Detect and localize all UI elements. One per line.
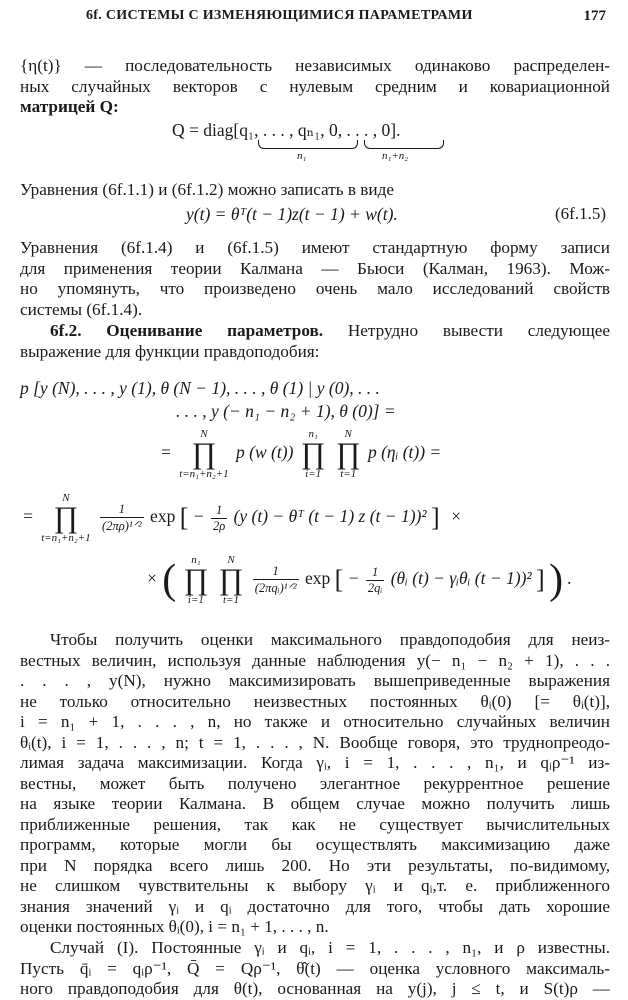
- paragraph-line: на языке теории Калмана. В общем случае можно получить лишь: [20, 794, 610, 813]
- likelihood-line-4: [22, 492, 462, 544]
- paragraph-1: [20, 56, 610, 118]
- minus-sign: −: [192, 506, 205, 527]
- equals-sign: =: [22, 506, 34, 527]
- product-lower-limit: t=1: [340, 468, 357, 480]
- underbrace-label-n1-n2: n₁+n₂: [382, 150, 409, 162]
- paragraph-line: оценки постоянных θᵢ(0), i = n₁ + 1, . . . , n.: [20, 917, 329, 936]
- paragraph-line: Чтобы получить оценки максимального правдоподобия для неиз-: [50, 630, 610, 649]
- exp-function: exp: [150, 506, 176, 527]
- product-upper-limit: N: [62, 492, 70, 504]
- term-pw: p (w (t)): [236, 442, 294, 463]
- paragraph-4: [20, 630, 610, 938]
- period: .: [567, 568, 572, 589]
- left-paren: (: [162, 557, 177, 603]
- times-sign: ×: [146, 568, 158, 589]
- equation-6f-1-5-text: y(t) = θᵀ(t − 1)z(t − 1) + w(t).: [186, 204, 398, 224]
- paragraph-line: θᵢ(t), i = 1, . . . , n; t = 1, . . . , N. Вообще говоря, это труднопреодо-: [20, 732, 610, 752]
- fraction: [211, 503, 227, 534]
- product-lower-limit: t=n₁+n₂+1: [179, 468, 229, 480]
- exponent-body: (y (t) − θᵀ (t − 1) z (t − 1))²: [233, 506, 427, 527]
- product-symbol: ∏: [53, 501, 79, 534]
- paragraph-line: но упомянуть, что произведено очень мало исследований свойств: [20, 279, 610, 298]
- fraction-numerator: 1: [253, 564, 299, 580]
- section-6f-2: [20, 321, 610, 362]
- left-bracket: [: [179, 503, 189, 532]
- fraction: [366, 565, 384, 596]
- exponent-body: (θᵢ (t) − γᵢθᵢ (t − 1))²: [390, 568, 532, 589]
- fraction: [100, 502, 144, 534]
- paragraph-3: [20, 238, 610, 320]
- likelihood-line-5: [146, 554, 572, 606]
- paragraph-line: выражение для функции правдоподобия:: [20, 341, 320, 361]
- paragraph-line: Уравнения (6f.1.4) и (6f.1.5) имеют стандартную форму записи: [20, 238, 610, 257]
- paragraph-5: [20, 938, 610, 1000]
- product-operator: [336, 428, 361, 480]
- underbrace-n1-n2: [364, 140, 444, 149]
- page-header: [0, 8, 628, 32]
- fraction-numerator: 1: [366, 565, 384, 581]
- product-lower-limit: i=1: [187, 594, 204, 606]
- paragraph-line: при N порядка всего лишь 200. Но эти результаты, по-видимому,: [20, 855, 610, 875]
- paragraph-line: Случай (I). Постоянные γᵢ и qᵢ, i = 1, . . . , n₁, и ρ известны.: [50, 938, 610, 957]
- equation-q: [172, 120, 400, 141]
- term-peta: p (ηᵢ (t)) =: [367, 442, 442, 463]
- paragraph-line: приближенные решения, так как не существует вычислительных: [20, 814, 610, 834]
- equals-sign: =: [160, 442, 172, 463]
- minus-sign: −: [347, 568, 360, 589]
- paragraph-line: . . . , y(N), нужно максимизировать вышеприведенные выражения: [20, 671, 610, 690]
- paragraph-line: ных случайных векторов с нулевым средним и ковариационной: [20, 76, 610, 96]
- product-lower-limit: t=1: [223, 594, 239, 606]
- product-operator: [301, 428, 326, 480]
- paragraph-2: [20, 180, 610, 201]
- product-upper-limit: n₁: [191, 554, 201, 566]
- product-symbol: ∏: [218, 563, 244, 596]
- paragraph-line: ного правдоподобия для θ(t), основанная на y(j), j ≤ t, и S(t)ρ —: [20, 979, 610, 998]
- exp-function: exp: [304, 568, 331, 589]
- paragraph-line: матрицей Q:: [20, 97, 119, 116]
- product-upper-limit: N: [344, 428, 352, 440]
- likelihood-line-3: [160, 428, 441, 480]
- product-operator: [179, 428, 228, 480]
- fraction-denominator: 2qᵢ: [367, 580, 383, 595]
- left-bracket: [: [334, 565, 344, 594]
- running-head: 6f. СИСТЕМЫ С ИЗМЕНЯЮЩИМИСЯ ПАРАМЕТРАМИ: [86, 8, 473, 23]
- paragraph-line: Уравнения (6f.1.1) и (6f.1.2) можно записать в виде: [20, 180, 394, 199]
- product-upper-limit: N: [227, 554, 235, 566]
- product-symbol: ∏: [183, 563, 209, 596]
- paragraph-line: программ, которые могли бы осуществлять максимизацию даже: [20, 835, 610, 854]
- equation-number: (6f.1.5): [555, 204, 606, 223]
- product-operator: [184, 554, 209, 606]
- paragraph-line: системы (6f.1.4).: [20, 299, 143, 319]
- right-bracket: ]: [536, 565, 545, 594]
- fraction-denominator: (2πρ)¹ᐟ²: [102, 519, 142, 533]
- product-symbol: ∏: [300, 437, 326, 470]
- product-upper-limit: n₁: [308, 428, 318, 440]
- likelihood-line-2: . . . , y (− n₁ − n₂ + 1), θ (0)] =: [176, 401, 396, 421]
- product-operator: [219, 554, 244, 606]
- paragraph-line: Пусть q̄ᵢ = qᵢρ⁻¹, Q̄ = Qρ⁻¹, θ̂(t) — оценка условного максималь-: [20, 958, 610, 978]
- paragraph-line: не только относительно неизвестных постоянных θᵢ(0) [= θᵢ(t)],: [20, 691, 610, 711]
- equation-q-text: Q = diag[q₁, . . . , qₙ₁, 0, . . . , 0].: [172, 120, 401, 140]
- right-bracket: ]: [431, 503, 440, 532]
- paragraph-line: вестны, может быть получено элегантное рекуррентное решение: [20, 773, 610, 793]
- product-operator: [41, 492, 90, 544]
- section-title: 6f.2. Оценивание параметров.: [50, 321, 324, 340]
- section-line-rest: Нетрудно вывести следующее: [323, 321, 610, 340]
- right-paren: ): [549, 557, 564, 603]
- product-upper-limit: N: [200, 428, 208, 440]
- fraction-numerator: 1: [211, 503, 227, 519]
- likelihood-line-1: p [y (N), . . . , y (1), θ (N − 1), . . . , θ (1) | y (0), . . .: [20, 378, 380, 398]
- paragraph-line: вестных величин, используя данные наблюдения y(− n₁ − n₂ + 1), . . .: [20, 650, 610, 670]
- underbrace-n1: [258, 140, 358, 149]
- product-lower-limit: t=n₁+n₂+1: [41, 532, 91, 544]
- fraction-denominator: (2πqᵢ)¹ᐟ²: [254, 581, 297, 595]
- paragraph-line: {η(t)} — последовательность независимых одинаково распределен-: [20, 56, 610, 75]
- page-number: 177: [583, 8, 606, 24]
- section-first-line: [20, 321, 610, 342]
- paragraph-line: не слишком чувствительны к выбору γᵢ и qᵢ,т. е. приближенного: [20, 876, 610, 895]
- fraction: [253, 564, 299, 596]
- product-lower-limit: i=1: [305, 468, 322, 480]
- product-symbol: ∏: [335, 437, 361, 470]
- fraction-numerator: 1: [100, 502, 144, 518]
- paragraph-line: лимая задача максимизации. Когда γᵢ, i = 1, . . . , n₁, и qᵢρ⁻¹ из-: [20, 753, 610, 772]
- fraction-denominator: 2ρ: [212, 518, 226, 533]
- product-symbol: ∏: [191, 437, 217, 470]
- paragraph-line: знания значений γᵢ и qᵢ достаточно для того, чтобы дать хорошие: [20, 896, 610, 916]
- underbrace-label-n1: n₁: [297, 150, 307, 162]
- paragraph-line: для применения теории Калмана — Бьюси (Калман, 1963). Мож-: [20, 258, 610, 278]
- paragraph-line: i = n₁ + 1, . . . , n, но также и относительно случайных величин: [20, 712, 610, 731]
- equation-6f-1-5: [186, 204, 398, 225]
- times-sign: ×: [450, 506, 462, 527]
